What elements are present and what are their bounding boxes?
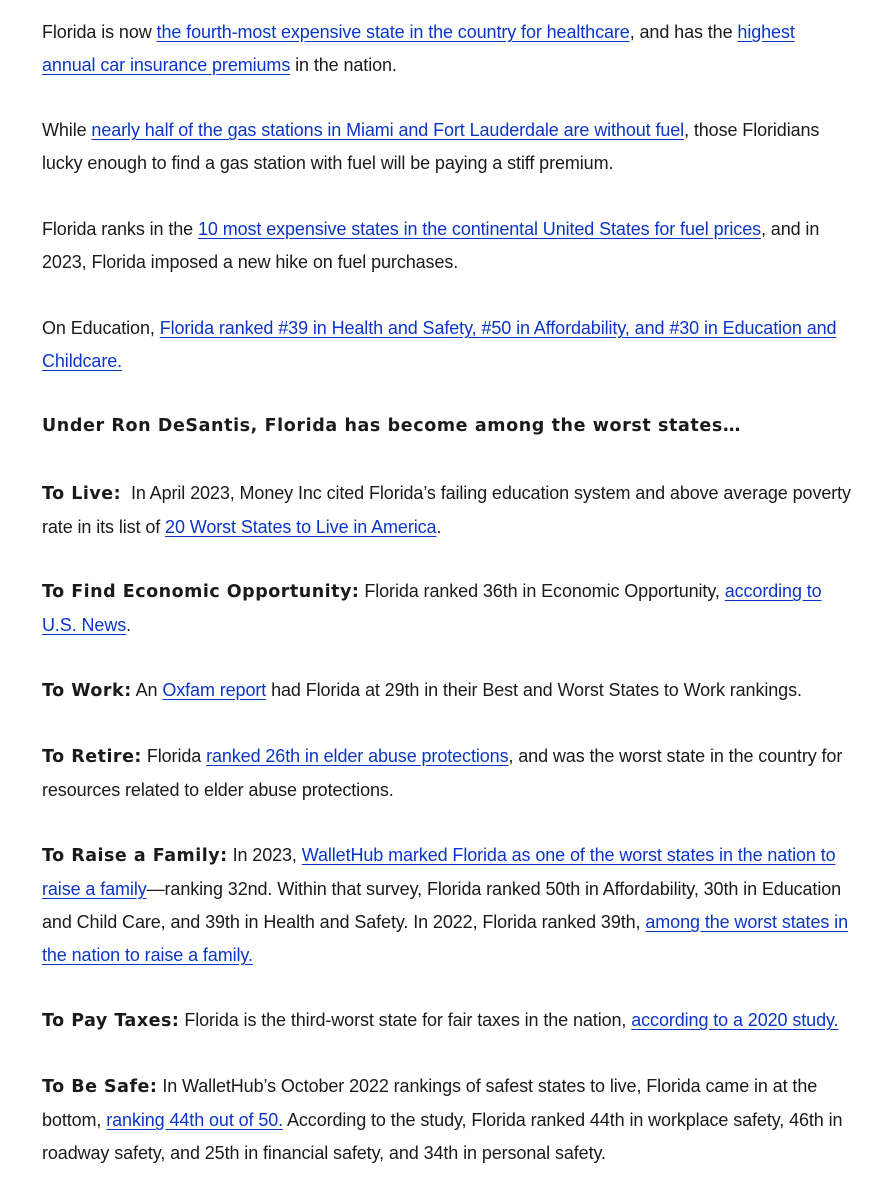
text-span: According to the study, Florida ranked 44th in workplace safety, 46th in roadway safety, and 25th in financial safety, and 34th in personal safety. — [42, 1110, 843, 1163]
education-ranking-link[interactable]: Florida ranked #39 in Health and Safety, #50 in Affordability, and #30 in Education and Childcare. — [42, 318, 837, 371]
fair-taxes-study-link[interactable]: according to a 2020 study. — [631, 1010, 839, 1030]
healthcare-paragraph — [42, 16, 852, 82]
text-span: On Education, — [42, 318, 160, 338]
fuel-prices-paragraph — [42, 213, 852, 279]
raise-family-paragraph — [42, 839, 852, 972]
text-span: Florida ranks in the — [42, 219, 198, 239]
text-span: Florida is the third-worst state for fair taxes in the nation, — [179, 1010, 632, 1030]
be-safe-label: To Be Safe: — [42, 1077, 158, 1097]
text-span: Florida — [141, 746, 207, 766]
pay-taxes-paragraph — [42, 1004, 852, 1038]
to-live-paragraph — [42, 477, 856, 544]
to-work-paragraph — [42, 674, 852, 708]
to-retire-label: To Retire: — [42, 747, 142, 767]
text-span: —ranking 32nd. Within that survey, Florida ranked 50th in Affordability, 30th in Education and Child Care, and 39th in Health and Safety. In 2022, Florida ranked 39th, — [42, 879, 842, 932]
us-news-link[interactable]: according to U.S. News — [42, 581, 822, 635]
raise-family-label: To Raise a Family: — [42, 846, 228, 866]
text-span: . — [436, 517, 442, 537]
car-insurance-link[interactable]: highest annual car insurance premiums — [42, 22, 795, 75]
healthcare-cost-link[interactable]: the fourth-most expensive state in the country for healthcare — [156, 22, 630, 42]
text-span: in the nation. — [290, 55, 397, 75]
text-span: An — [131, 680, 163, 700]
text-span: , those Floridians lucky enough to find a gas station with fuel will be paying a stiff premium. — [42, 120, 820, 173]
wallethub-family-link[interactable]: WalletHub marked Florida as one of the worst states in the nation to raise a family — [42, 845, 836, 899]
text-span: While — [42, 120, 92, 140]
education-paragraph — [42, 312, 852, 378]
text-span: . — [126, 615, 132, 635]
text-span: In WalletHub’s October 2022 rankings of safest states to live, Florida came in at the bottom, — [42, 1076, 818, 1130]
safety-ranking-link[interactable]: ranking 44th out of 50. — [106, 1110, 284, 1130]
oxfam-report-link[interactable]: Oxfam report — [162, 680, 267, 700]
text-span: , and has the — [629, 22, 738, 42]
gas-stations-paragraph — [42, 114, 852, 180]
text-span: In April 2023, Money Inc cited Florida’s failing education system and above average poverty rate in its list of — [42, 483, 856, 537]
economic-opportunity-paragraph — [42, 575, 852, 642]
to-live-label: To Live: — [42, 484, 122, 504]
worst-states-to-live-link[interactable]: 20 Worst States to Live in America — [165, 517, 437, 537]
text-span: In 2023, — [227, 845, 302, 865]
text-span: Florida ranked 36th in Economic Opportunity, — [359, 581, 725, 601]
text-span: Florida is now — [42, 22, 157, 42]
text-span: had Florida at 29th in their Best and Worst States to Work rankings. — [266, 680, 802, 700]
text-span: , and was the worst state in the country for resources related to elder abuse protections. — [42, 746, 843, 800]
pay-taxes-label: To Pay Taxes: — [42, 1011, 180, 1031]
section-heading: Under Ron DeSantis, Florida has become among the worst states… — [42, 416, 741, 436]
worst-states-family-link[interactable]: among the worst states in the nation to raise a family. — [42, 912, 848, 965]
to-retire-paragraph — [42, 740, 852, 807]
gas-stations-link[interactable]: nearly half of the gas stations in Miami and Fort Lauderdale are without fuel — [91, 120, 685, 140]
fuel-prices-link[interactable]: 10 most expensive states in the continental United States for fuel prices — [197, 219, 761, 239]
to-work-label: To Work: — [42, 681, 132, 701]
text-span: , and in 2023, Florida imposed a new hike on fuel purchases. — [42, 219, 820, 272]
be-safe-paragraph — [42, 1070, 852, 1170]
elder-abuse-link[interactable]: ranked 26th in elder abuse protections — [206, 746, 509, 766]
economic-opportunity-label: To Find Economic Opportunity: — [42, 582, 360, 602]
